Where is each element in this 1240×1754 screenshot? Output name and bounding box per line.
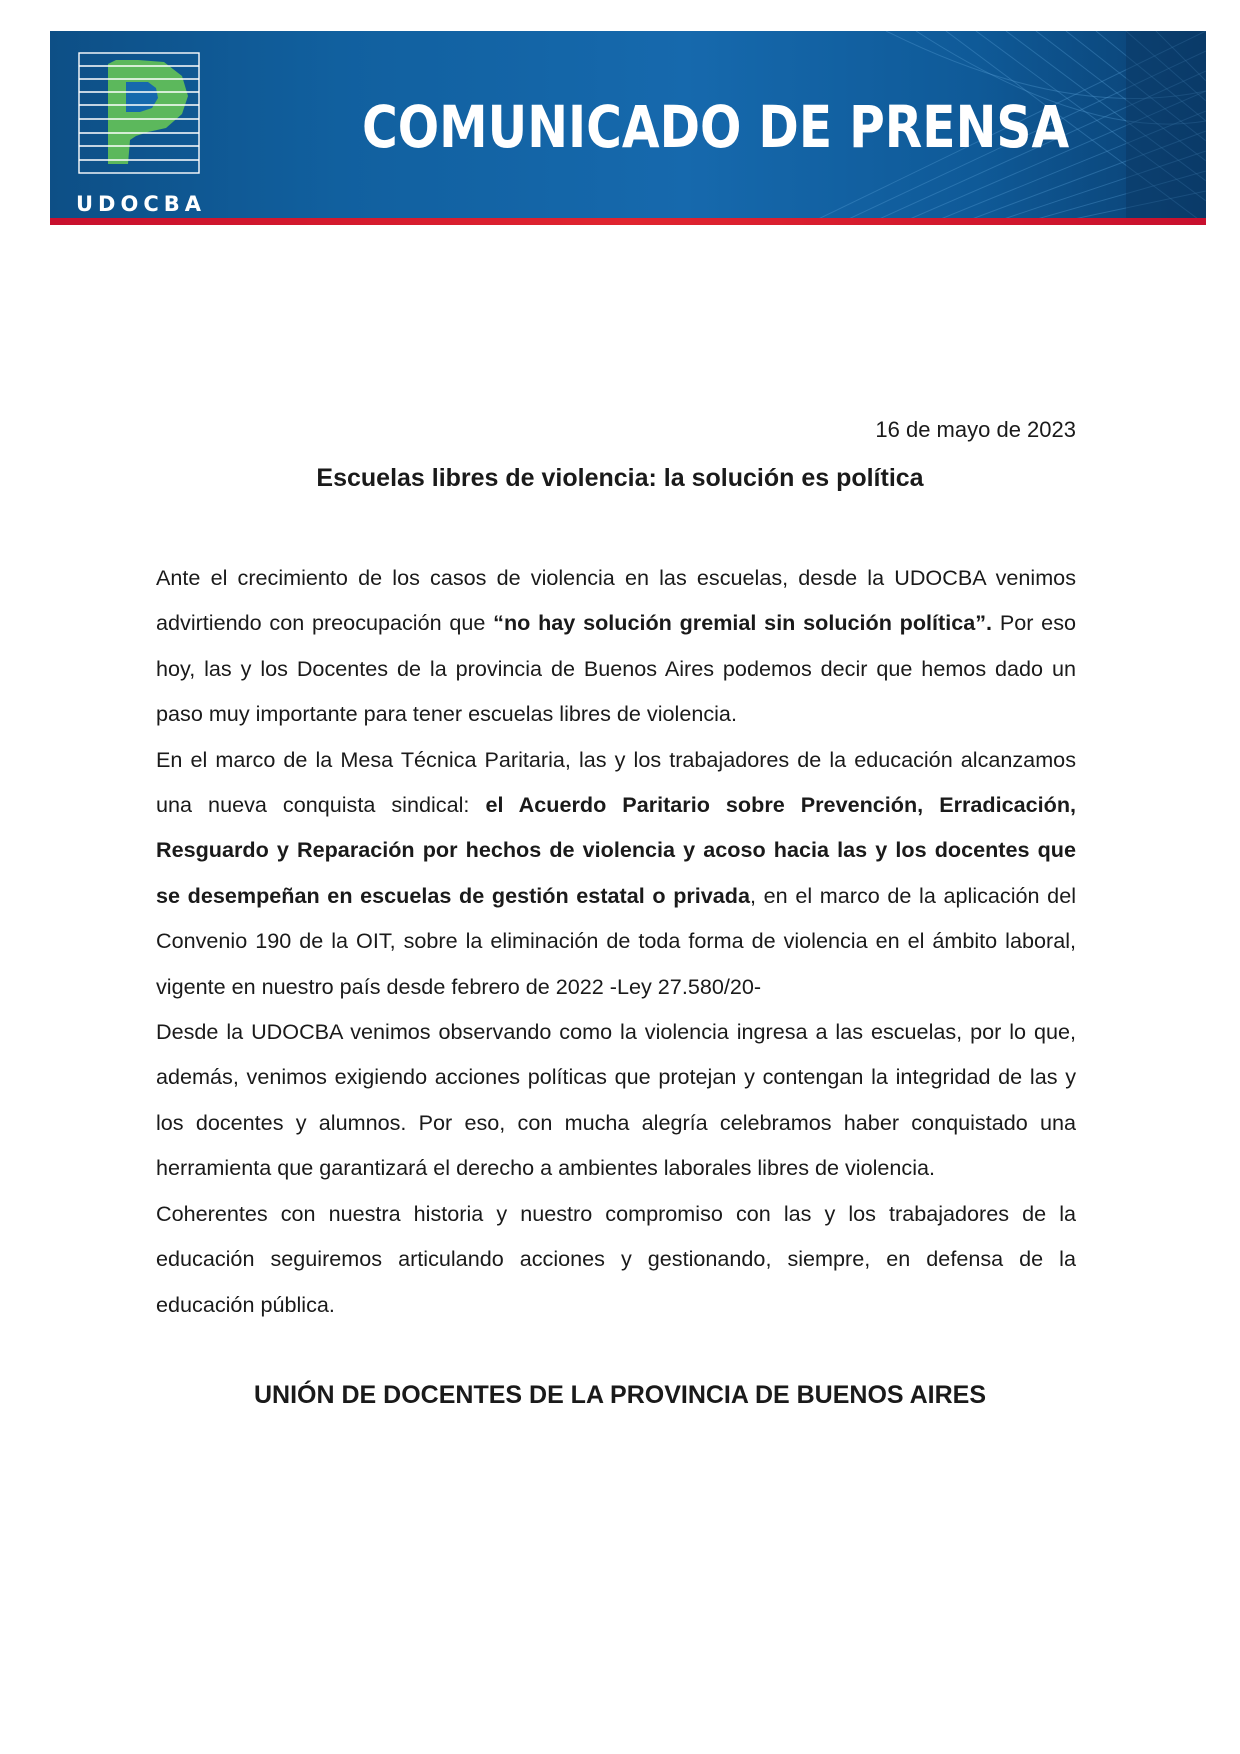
press-release-banner (50, 31, 1206, 225)
document-title: Escuelas libres de violencia: la solución es política (316, 464, 924, 492)
udocba-logo-icon (78, 52, 200, 174)
paragraph-1 (156, 555, 1076, 737)
paragraph-2 (156, 737, 1076, 1009)
paragraph-2-text-c: , en el marco de la aplicación del Convenio 190 de la OIT, sobre la eliminación de toda forma de violencia en el ámbito laboral, vigente en nuestro país desde febrero de 2022 -Ley 27.580/20- (156, 882, 1076, 999)
document-date: 16 de mayo de 2023 (875, 417, 1076, 442)
paragraph-1-quote: “no hay solución gremial sin solución política”. (493, 610, 993, 636)
paragraph-2-agreement: el Acuerdo Paritario sobre Prevención, Erradicación, Resguardo y Reparación por hechos de violencia y acoso hacia las y los docentes que se desempeñan en escuelas de gestión estatal o privada (156, 792, 1077, 908)
paragraph-2-text-a: En el marco de la Mesa Técnica Paritaria, las y los trabajadores de la educación alcanzamos una nueva conquista sindical: (156, 746, 1076, 818)
paragraph-3: Desde la UDOCBA venimos observando como la violencia ingresa a las escuelas, por lo que, además, venimos exigiendo acciones políticas que protejan y contengan la integridad de las y los docentes y alumnos. Por eso, con mucha alegría celebramos haber conquistado una herramienta que garantizará el derecho a ambientes laborales libres de violencia. (156, 1019, 1076, 1181)
paragraph-1-text-c: Por eso hoy, las y los Docentes de la provincia de Buenos Aires podemos decir que hemos dado un paso muy importante para tener escuelas libres de violencia. (156, 610, 1076, 727)
paragraph-4: Coherentes con nuestra historia y nuestro compromiso con las y los trabajadores de la educación seguiremos articulando acciones y gestionando, siempre, en defensa de la educación pública. (156, 1200, 1076, 1317)
banner-red-stripe (50, 218, 1206, 225)
signature: UNIÓN DE DOCENTES DE LA PROVINCIA DE BUENOS AIRES (253, 1381, 987, 1409)
banner-title: COMUNICADO DE PRENSA (362, 93, 1070, 161)
document-body (156, 555, 1076, 1327)
paragraph-1-text-a: Ante el crecimiento de los casos de violencia en las escuelas, desde la UDOCBA venimos advirtiendo con preocupación que (156, 565, 1076, 636)
logo-text: UDOCBA (76, 192, 207, 216)
